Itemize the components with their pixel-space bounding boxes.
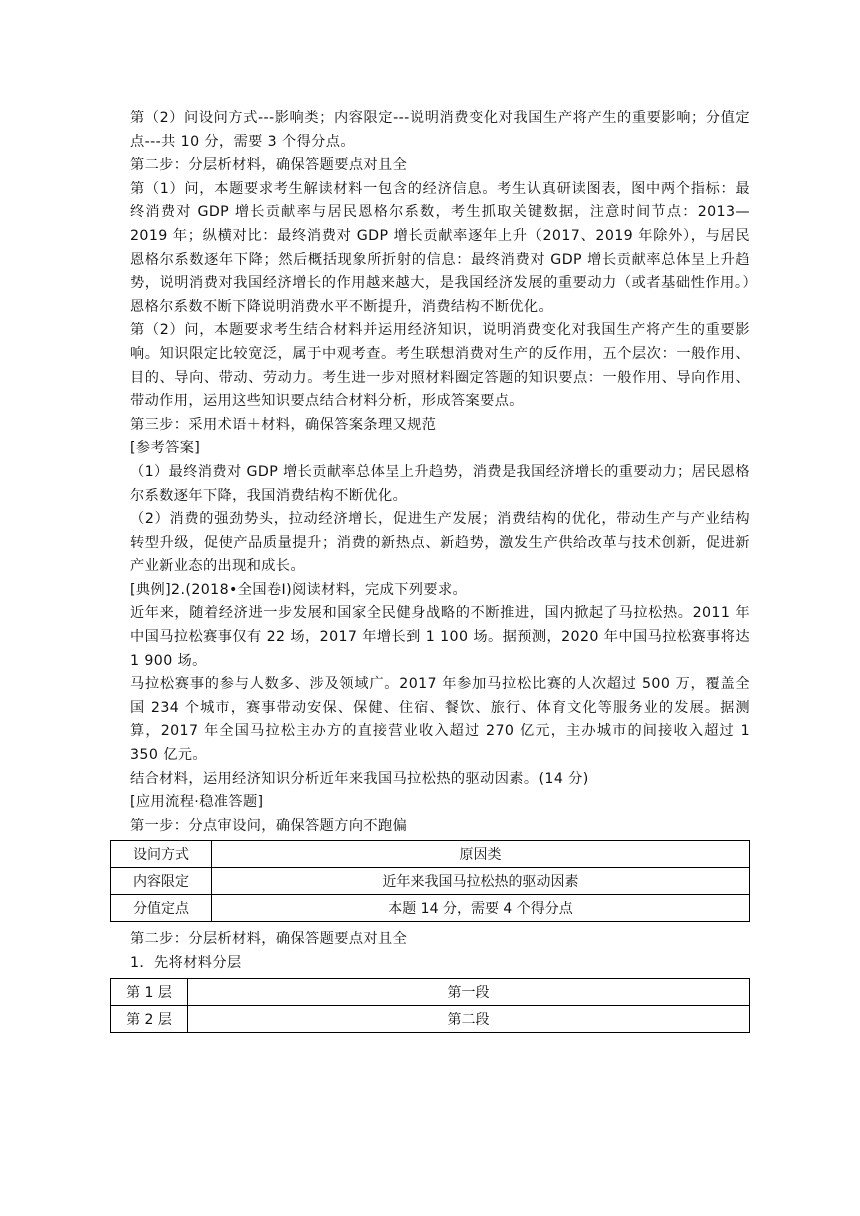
table-cell-value: 原因类 (212, 841, 750, 868)
table-cell-label: 分值定点 (111, 895, 212, 922)
table-cell-label: 第 2 层 (111, 1005, 188, 1032)
table-cell-label: 设问方式 (111, 841, 212, 868)
table-cell-value: 第二段 (188, 1005, 750, 1032)
sub-heading: 1．先将材料分层 (130, 955, 242, 971)
section-label: [参考答案] (130, 440, 201, 457)
example-heading: [典例]2.(2018•全国卷Ⅰ)阅读材料，完成下列要求。 (130, 581, 468, 598)
table-row (111, 841, 750, 868)
step-heading: 第二步：分层析材料，确保答题要点对且全 (130, 931, 408, 948)
material-paragraph: 近年来，随着经济进一步发展和国家全民健身战略的不断推进，国内掀起了马拉松热。2011 年中国马拉松赛事仅有 22 场，2017 年增长到 1 100 场。据预测，2020 年中国马拉松赛事将达 1 900 场。 (130, 605, 750, 669)
paragraph: 第（2）问，本题要求考生结合材料并运用经济知识，说明消费变化对我国生产将产生的重要影响。知识限定比较宽泛，属于中观考查。考生联想消费对生产的反作用，五个层次：一般作用、目的、导向、带动、劳动力。考生进一步对照材料圈定答题的知识要点：一般作用、导向作用、带动作用，运用这些知识要点结合材料分析，形成答案要点。 (130, 322, 750, 410)
table-cell-value: 本题 14 分，需要 4 个得分点 (212, 895, 750, 922)
table-row (111, 868, 750, 895)
step-heading: 第二步：分层析材料，确保答题要点对且全 (130, 157, 408, 174)
layer-table (110, 978, 750, 1033)
table-cell-value: 第一段 (188, 978, 750, 1005)
paragraph: 第（2）问设问方式---影响类；内容限定---说明消费变化对我国生产将产生的重要影响；分值定点---共 10 分，需要 3 个得分点。 (130, 110, 750, 150)
answer-paragraph: （2）消费的强劲势头，拉动经济增长，促进生产发展；消费结构的优化，带动生产与产业结构转型升级，促使产品质量提升；消费的新热点、新趋势，激发生产供给改革与技术创新，促进新产业新业态的出现和成长。 (130, 511, 750, 575)
paragraph: 第（1）问，本题要求考生解读材料一包含的经济信息。考生认真研读图表，图中两个指标：最终消费对 GDP 增长贡献率与居民恩格尔系数，考生抓取关键数据，注意时间节点：2013—2019 年；纵横对比：最终消费对 GDP 增长贡献率逐年上升（2017、2019 年除外），与居民恩格尔系数逐年下降；然后概括现象所折射的信息：最终消费对 GDP 增长贡献率总体呈上升趋势，说明消费对我国经济增长的作用越来越大，是我国经济发展的重要动力（或者基础性作用。）恩格尔系数不断下降说明消费水平不断提升，消费结构不断优化。 (130, 180, 750, 315)
table-row (111, 978, 750, 1005)
question-paragraph: 结合材料，运用经济知识分析近年来我国马拉松热的驱动因素。(14 分) (130, 770, 589, 787)
step-heading: 第一步：分点审设问，确保答题方向不跑偏 (130, 817, 408, 834)
table-row (111, 1005, 750, 1032)
table-cell-value: 近年来我国马拉松热的驱动因素 (212, 868, 750, 895)
step-heading: 第三步：采用术语＋材料，确保答案条理又规范 (130, 416, 437, 433)
section-label: [应用流程·稳准答题] (130, 794, 264, 811)
table-cell-label: 第 1 层 (111, 978, 188, 1005)
material-paragraph: 马拉松赛事的参与人数多、涉及领域广。2017 年参加马拉松比赛的人次超过 500 万，覆盖全国 234 个城市，赛事带动安保、保健、住宿、餐饮、旅行、体育文化等服务业的发展。据测算，2017 年全国马拉松主办方的直接营业收入超过 270 亿元，主办城市的间接收入超过 1 350 亿元。 (130, 676, 750, 764)
table-cell-label: 内容限定 (111, 868, 212, 895)
analysis-table (110, 840, 750, 922)
table-row (111, 895, 750, 922)
answer-paragraph: （1）最终消费对 GDP 增长贡献率总体呈上升趋势，消费是我国经济增长的重要动力；居民恩格尔系数逐年下降，我国消费结构不断优化。 (130, 463, 750, 504)
document-content (126, 107, 750, 1033)
